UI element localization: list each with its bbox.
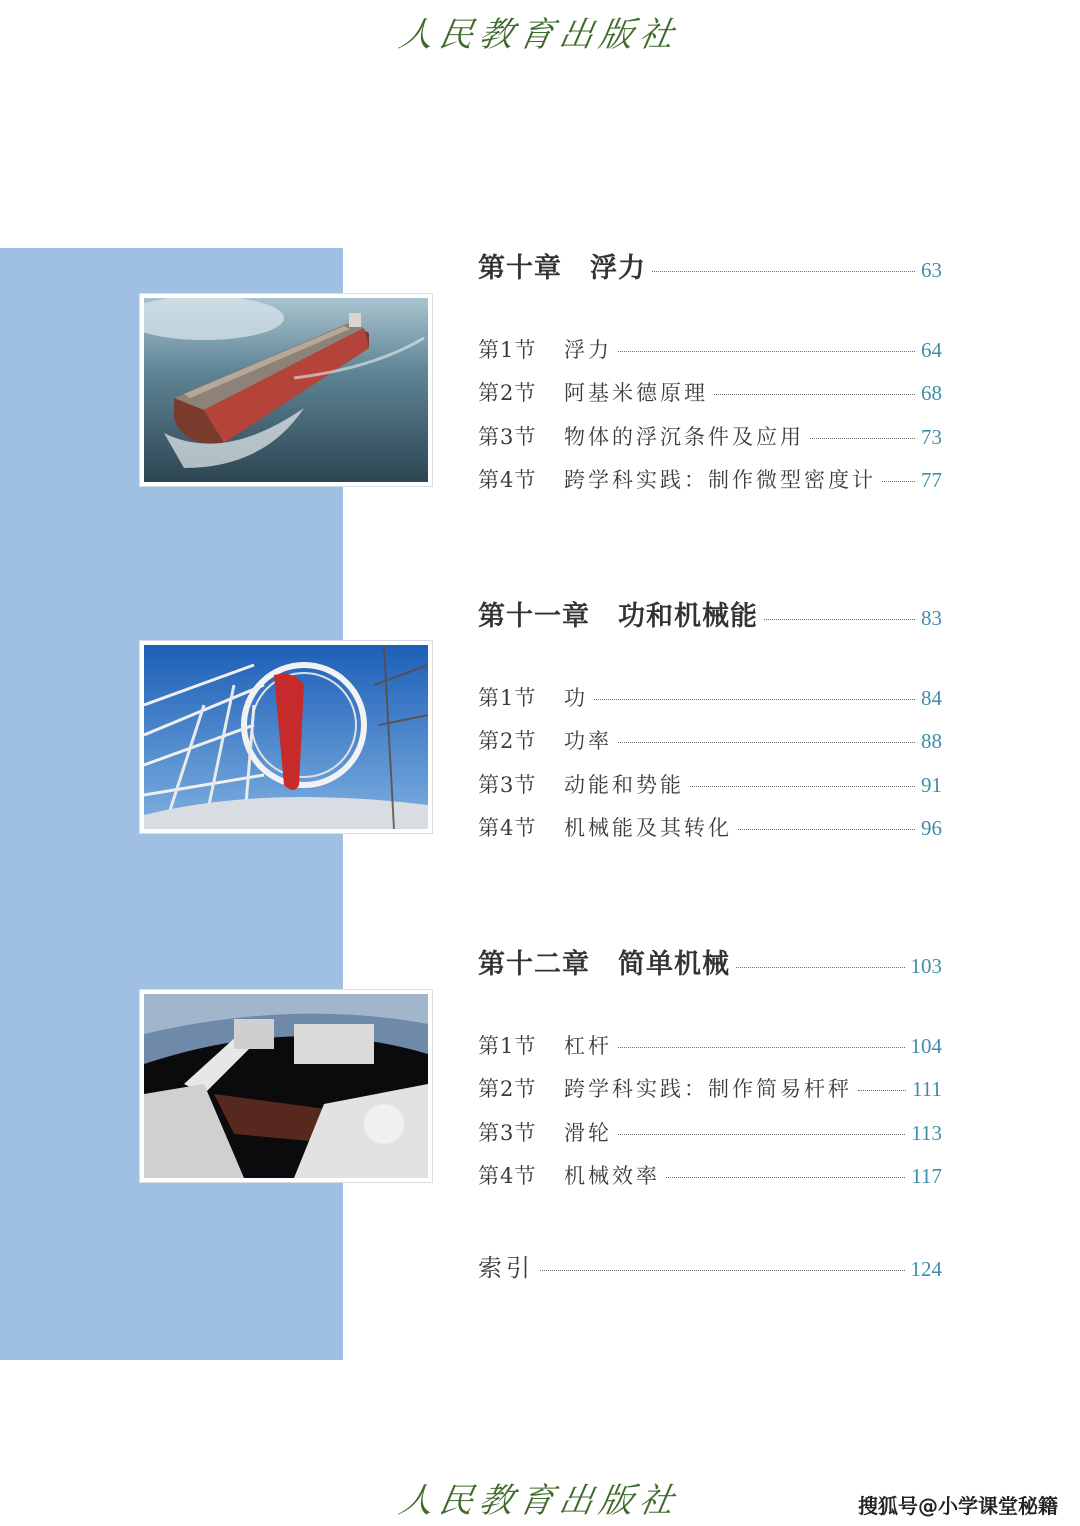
leader-dots — [540, 1270, 905, 1271]
leader-dots — [594, 699, 915, 700]
leader-dots — [618, 1134, 905, 1135]
toc-entry[interactable]: 第2节 阿基米德原理 68 — [478, 381, 942, 405]
leader-dots — [738, 829, 915, 830]
page-number: 103 — [910, 954, 942, 978]
chapter-12-heading[interactable] — [478, 942, 942, 981]
chapter-11-heading[interactable] — [478, 594, 942, 633]
leader-dots — [764, 619, 915, 620]
leader-dots — [666, 1177, 905, 1178]
toc-entry[interactable]: 第3节 动能和势能 91 — [478, 773, 942, 797]
publisher-logo-top: 人民教育出版社 — [395, 14, 683, 55]
chapter-10-heading[interactable] — [478, 246, 942, 285]
page-number: 83 — [921, 606, 942, 630]
leader-dots — [618, 742, 915, 743]
leader-dots — [858, 1090, 906, 1091]
page-number: 63 — [921, 258, 942, 282]
publisher-logo-bottom: 人民教育出版社 — [395, 1480, 683, 1521]
cargo-ship-photo — [140, 294, 432, 486]
roller-coaster-photo — [140, 641, 432, 833]
leader-dots — [882, 481, 915, 482]
toc-entry[interactable]: 第1节 功 84 — [478, 686, 942, 710]
leader-dots — [810, 438, 915, 439]
chapter-title: 第十一章 功和机械能 — [478, 601, 758, 632]
leader-dots — [652, 271, 915, 272]
leader-dots — [736, 967, 905, 968]
toc-entry[interactable]: 第1节 浮力 64 — [478, 338, 942, 362]
watermark: 搜狐号@小学课堂秘籍 — [858, 1494, 1058, 1518]
toc-entry[interactable]: 第2节 跨学科实践：制作简易杆秤 111 — [478, 1077, 942, 1101]
toc-entry[interactable]: 第3节 滑轮 113 — [478, 1121, 942, 1145]
index-entry[interactable]: 索引 124 — [478, 1254, 942, 1282]
leader-dots — [618, 351, 915, 352]
leader-dots — [618, 1047, 905, 1048]
leader-dots — [690, 786, 915, 787]
space-station-arm-photo — [140, 990, 432, 1182]
chapter-title: 第十章 浮力 — [478, 253, 646, 284]
toc-entry[interactable]: 第3节 物体的浮沉条件及应用 73 — [478, 425, 942, 449]
toc-entry[interactable]: 第4节 机械能及其转化 96 — [478, 816, 942, 840]
leader-dots — [714, 394, 915, 395]
toc-entry[interactable]: 第4节 跨学科实践：制作微型密度计 77 — [478, 468, 942, 492]
toc-entry[interactable]: 第4节 机械效率 117 — [478, 1164, 942, 1188]
toc-entry[interactable]: 第1节 杠杆 104 — [478, 1034, 942, 1058]
toc-entry[interactable]: 第2节 功率 88 — [478, 729, 942, 753]
chapter-title: 第十二章 简单机械 — [478, 949, 730, 980]
